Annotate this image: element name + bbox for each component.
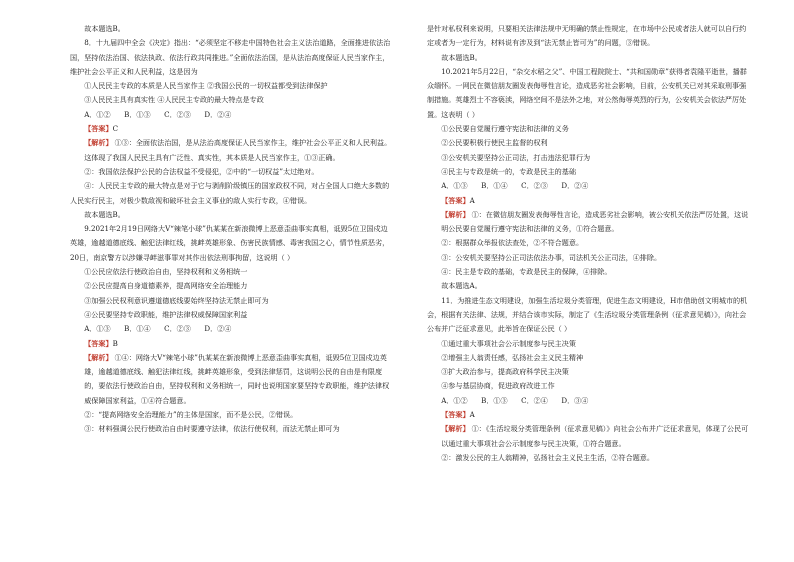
- q10-explanation-line: ③：公安机关要坚持公正司法依法办事，司法机关公正司法，④排除。: [441, 252, 662, 262]
- q9-choices: A．①③ B．①④ C．②③ D．②④: [84, 324, 232, 334]
- explanation-tag: 【解析】: [84, 138, 113, 148]
- q10-explanation-line: ④：民主是专政的基础，专政是民主的保障，④排除。: [441, 267, 612, 277]
- q9-explanation-line: ③：材料强调公民行使政治自由时要遵守法律，依法行使权利，而法无禁止即可为: [84, 424, 340, 434]
- explanation-text: ①：《生活垃圾分类管理条例（征求意见稿）》向社会公布并广泛征求意见，体现了公民可以通过重大事项社会公示制度参与民主决策，①符合题意。: [441, 424, 749, 448]
- q10-explanation-line: ②：根据群众举报依法查处，②不符合题意。: [441, 238, 584, 248]
- answer-tag: 【答案】: [84, 338, 113, 348]
- answer-value: B: [112, 338, 118, 348]
- explanation-tag: 【解析】: [84, 352, 113, 362]
- q10-answer: [427, 194, 749, 208]
- answer-tag: 【答案】: [441, 195, 470, 205]
- q7-conclusion: 故本题选B。: [84, 24, 125, 33]
- q10-stem: 10.2021年5月22日，“杂交水稻之父”、中国工程院院士、“共和国勋章”获得者袁隆平逝世，播群众缅怀。一网民在微信朋友圈发表侮辱性言论，造成恶劣社会影响，目前，公安机关已对其采取刑事强制措施。英雄烈士不容亵渎，网络空间不是法外之地，对公然侮辱英烈的行为，公安机关会依法严厉处置。这表明（ ）: [427, 66, 747, 119]
- q9-option: ②公民应提高自身道德素养，提高网络安全治理能力: [84, 281, 248, 291]
- q9-explanation-line: ②：“提高网络安全治理能力”的主体是国家，而不是公民，②错误。: [84, 410, 298, 420]
- q9-stem: 9.2021年2月19日网络大V“辣笔小球”仇某某在新浪微博上恶意歪曲事实真相，诋毁5位卫国戍边英雄，逾越道德底线、触犯法律红线，挑衅英雄形象、伤害民族情感、毒害我国之心，情节性质恶劣，20日，南京警方以涉嫌寻衅滋事罪对其作出依法刑事拘留，这说明（ ）: [70, 224, 390, 262]
- q10-choices: A．①③ B．①④ C．②③ D．②④: [441, 181, 589, 191]
- q8-explanation-line: ④：人民民主专政的最大特点是对于它与剥削阶级镇压的国家政权不同，对占全国人口绝大多数的人民实行民主，对极少数敌视和破坏社会主义事业的敌人实行专政，④错误。: [70, 181, 390, 205]
- explanation-text: ①④：网络大V“辣笔小球”仇某某在新浪微博上恶意歪曲事实真相，诋毁5位卫国戍边英雄，逾越道德底线、触犯法律红线，挑衅英雄形象，受到法律惩罚，这说明公民的自由是有限度的，要依法行使政治自由，坚持权利和义务相统一，同时也说明国家要坚持专政职能，维护法律权威保障国家利益，①④符合题意。: [84, 352, 390, 405]
- q10-option: ②公民要积极行使民主监督的权利: [441, 138, 548, 148]
- q9-answer: [70, 337, 392, 351]
- q9-option: ①公民应依法行使政治自由，坚持权利和义务相统一: [84, 267, 248, 277]
- q11-answer: [427, 408, 749, 422]
- q11-option: ④参与基层协商，促进政府改进工作: [441, 381, 555, 391]
- answer-tag: 【答案】: [441, 410, 470, 420]
- left-column: [70, 22, 392, 437]
- q11-explanation: [427, 422, 749, 451]
- explanation-text: ①：在微信朋友圈发表侮辱性言论，造成恶劣社会影响，被公安机关依法严厉处置，这说明公民要自觉履行遵守宪法和法律的义务，①符合题意。: [441, 209, 749, 234]
- q11-explanation-line: ②：激发公民的主人翁精神，弘扬社会主义民主生活，②符合题意。: [441, 452, 654, 462]
- q8-explanation: [70, 136, 392, 165]
- right-column: [427, 22, 749, 465]
- q9-conclusion: 故本题选B。: [441, 52, 482, 62]
- q11-option: ②增强主人翁责任感，弘扬社会主义民主精神: [441, 352, 584, 362]
- answer-value: A: [469, 410, 475, 420]
- answer-tag: 【答案】: [84, 124, 113, 134]
- q9-option: ④公民要坚持专政职能，维护法律权威保障国家利益: [84, 309, 248, 319]
- explanation-tag: 【解析】: [441, 424, 470, 434]
- q8-choices: A．①② B．①③ C．②③ D．②④: [84, 109, 232, 119]
- q11-stem: 11．为推进生态文明建设，加强生活垃圾分类管理，促进生态文明建设，H市借助创文明城市的机会，根据有关法律、法规，并结合该市实际，制定了《生活垃圾分类管理条例（征求意见稿）》，向社会公布并广泛征求意见，此举旨在保证公民（ ）: [427, 295, 748, 334]
- q11-option: ①通过重大事项社会公示制度参与民主决策: [441, 338, 576, 348]
- q10-conclusion: 故本题选A。: [441, 281, 482, 291]
- explanation-text: ①③：全面依法治国，是从法治高度保证人民当家作主，维护社会公平正义和人民利益。这体现了我国人民民主具有广泛性、真实性，其本质是人民当家作主，①③正确。: [84, 138, 392, 162]
- q10-explanation: [427, 208, 749, 237]
- answer-value: A: [469, 195, 475, 205]
- answer-value: C: [112, 124, 118, 134]
- q9-explanation: [70, 351, 392, 408]
- q8-option-line: ①人民民主专政的本质是人民当家作主 ②我国公民的一切权益都受到法律保护: [84, 81, 328, 91]
- q9-explanation-continued: 是针对私权利来说明，只要相关法律法规中无明确的禁止性规定，在市场中公民或者法人就可以自行约定或者为一定行为，材料说有涉及到“法无禁止皆可为”的问题，③错误。: [427, 24, 747, 48]
- q8-stem: 8．十九届四中全会《决定》指出：“必须坚定不移走中国特色社会主义法治道路，全面推进依法治国，坚持依法治国、依法执政、依法行政共同推进。”全面依法治国，是从法治高度保证人民当家作主，维护社会公平正义和人民利益，这是因为: [70, 38, 391, 76]
- explanation-tag: 【解析】: [441, 209, 470, 219]
- q10-option: ④民主与专政是统一的，专政是民主的基础: [441, 166, 576, 176]
- q8-explanation-line: ②：我国依法保护公民的合法权益不受侵犯，②中的“一切权益”太过绝对。: [84, 166, 319, 176]
- q8-conclusion: 故本题选B。: [84, 209, 125, 219]
- q10-option: ①公民要自觉履行遵守宪法和法律的义务: [441, 124, 569, 134]
- q8-option-line: ③人民民主具有真实性 ④人民民主专政的最大特点是专政: [84, 95, 264, 105]
- q11-option: ③扩大政治参与，提高政府科学民主决策: [441, 367, 569, 377]
- q9-option: ③加强公民权利意识遵道德底线要始终坚持法无禁止即可为: [84, 295, 269, 305]
- q10-option: ③公安机关要坚持公正司法，打击违法犯罪行为: [441, 152, 591, 162]
- q11-choices: A．①② B．①③ C．②④ D．③④: [441, 395, 589, 405]
- q8-answer: [70, 122, 392, 136]
